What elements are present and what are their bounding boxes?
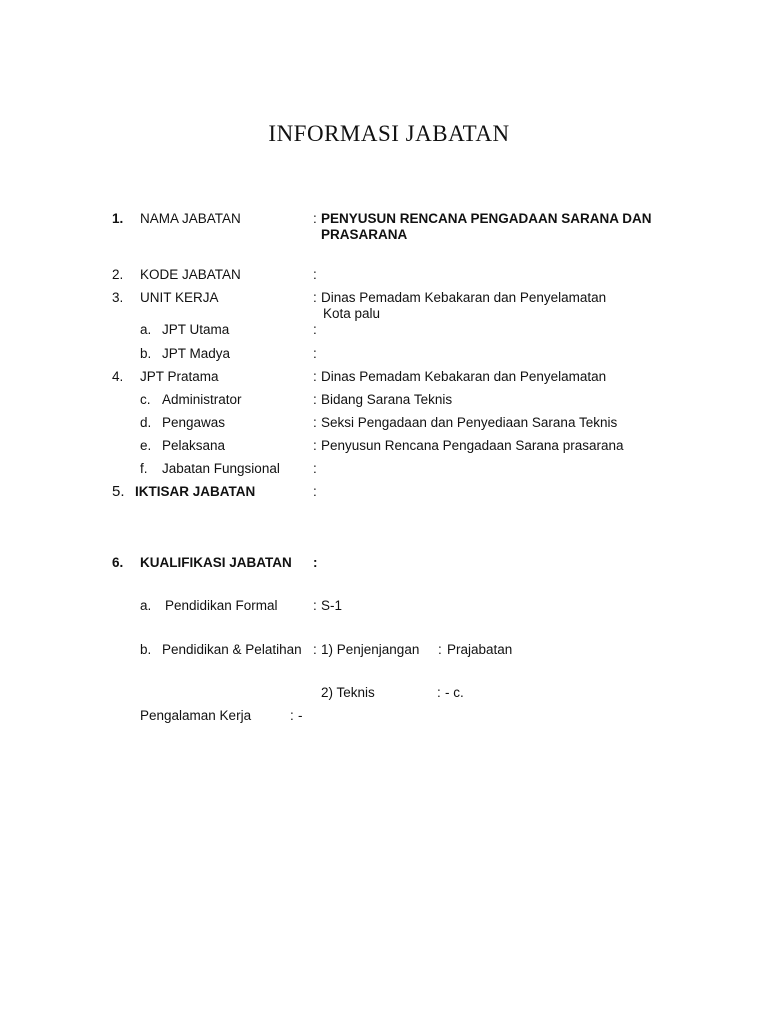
row-label: Pendidikan Formal	[165, 598, 278, 613]
sub-colon: :	[438, 642, 442, 657]
sub-value-penjenjangan: Prajabatan	[447, 642, 513, 657]
row-label: IKTISAR JABATAN	[135, 484, 256, 499]
row-letter: c.	[140, 392, 151, 407]
row-value: -	[298, 708, 303, 723]
row-label: JPT Madya	[162, 346, 231, 361]
row-iktisar-jabatan	[0, 483, 768, 500]
sub-label-teknis: 2) Teknis	[321, 685, 375, 700]
row-letter: b.	[140, 642, 152, 657]
row-pendidikan-formal	[0, 597, 768, 614]
row-label: Pengawas	[162, 415, 226, 430]
row-label: Pelaksana	[162, 438, 226, 453]
page-title: INFORMASI JABATAN	[268, 121, 510, 146]
row-letter: d.	[140, 415, 152, 430]
row-label: Pengalaman Kerja	[140, 708, 252, 723]
row-teknis	[0, 684, 768, 701]
row-value-continued: Kota palu	[323, 306, 381, 321]
row-jpt-pratama	[0, 368, 768, 385]
row-label: JPT Pratama	[140, 369, 219, 384]
row-colon: :	[313, 461, 317, 476]
section-kualifikasi-jabatan	[0, 554, 768, 571]
row-colon: :	[313, 369, 317, 384]
row-value: Penyusun Rencana Pengadaan Sarana prasarana	[321, 438, 624, 453]
sub-colon: :	[437, 685, 441, 700]
row-colon: :	[313, 392, 317, 407]
row-pengawas	[0, 414, 768, 431]
row-value-continued: PRASARANA	[321, 227, 408, 242]
row-nama-jabatan-cont	[0, 226, 768, 243]
row-label: Pendidikan & Pelatihan	[162, 642, 302, 657]
row-pengalaman-kerja	[0, 707, 768, 724]
row-colon: :	[313, 598, 317, 613]
row-colon: :	[313, 211, 317, 226]
row-unit-kerja	[0, 289, 768, 306]
row-jpt-madya	[0, 345, 768, 362]
row-jpt-utama	[0, 321, 768, 338]
row-colon: :	[313, 346, 317, 361]
row-colon: :	[313, 484, 317, 499]
row-number: 2.	[112, 267, 124, 282]
row-colon: :	[313, 267, 317, 282]
row-kode-jabatan	[0, 266, 768, 283]
row-value: S-1	[321, 598, 343, 613]
row-jabatan-fungsional	[0, 460, 768, 477]
row-letter: f.	[140, 461, 148, 476]
row-number: 3.	[112, 290, 124, 305]
row-administrator	[0, 391, 768, 408]
row-letter: b.	[140, 346, 152, 361]
row-letter: e.	[140, 438, 152, 453]
row-colon: :	[313, 290, 317, 305]
row-value: Seksi Pengadaan dan Penyediaan Sarana Teknis	[321, 415, 618, 430]
row-label: NAMA JABATAN	[140, 211, 241, 226]
row-value: Bidang Sarana Teknis	[321, 392, 453, 407]
row-colon: :	[313, 322, 317, 337]
row-pendidikan-pelatihan	[0, 641, 768, 658]
sub-value-teknis: - c.	[445, 685, 464, 700]
row-letter: a.	[140, 322, 152, 337]
row-colon: :	[313, 642, 317, 657]
row-value: Dinas Pemadam Kebakaran dan Penyelamatan	[321, 369, 607, 384]
row-label: JPT Utama	[162, 322, 230, 337]
row-label: UNIT KERJA	[140, 290, 219, 305]
row-value: Dinas Pemadam Kebakaran dan Penyelamatan	[321, 290, 607, 305]
row-value: PENYUSUN RENCANA PENGADAAN SARANA DAN	[321, 211, 652, 226]
row-letter: a.	[140, 598, 152, 613]
row-label: KODE JABATAN	[140, 267, 241, 282]
row-number: 4.	[112, 369, 124, 384]
row-colon: :	[290, 708, 294, 723]
sub-label-penjenjangan: 1) Penjenjangan	[321, 642, 420, 657]
section-number: 6.	[112, 555, 124, 570]
row-label: Jabatan Fungsional	[162, 461, 280, 476]
section-label: KUALIFIKASI JABATAN	[140, 555, 292, 570]
section-colon: :	[313, 555, 318, 570]
row-label: Administrator	[162, 392, 242, 407]
row-pelaksana	[0, 437, 768, 454]
row-colon: :	[313, 438, 317, 453]
row-unit-kerja-cont	[0, 305, 768, 322]
row-number: 5.	[112, 483, 125, 500]
row-number: 1.	[112, 211, 124, 226]
row-colon: :	[313, 415, 317, 430]
row-nama-jabatan	[0, 210, 768, 227]
